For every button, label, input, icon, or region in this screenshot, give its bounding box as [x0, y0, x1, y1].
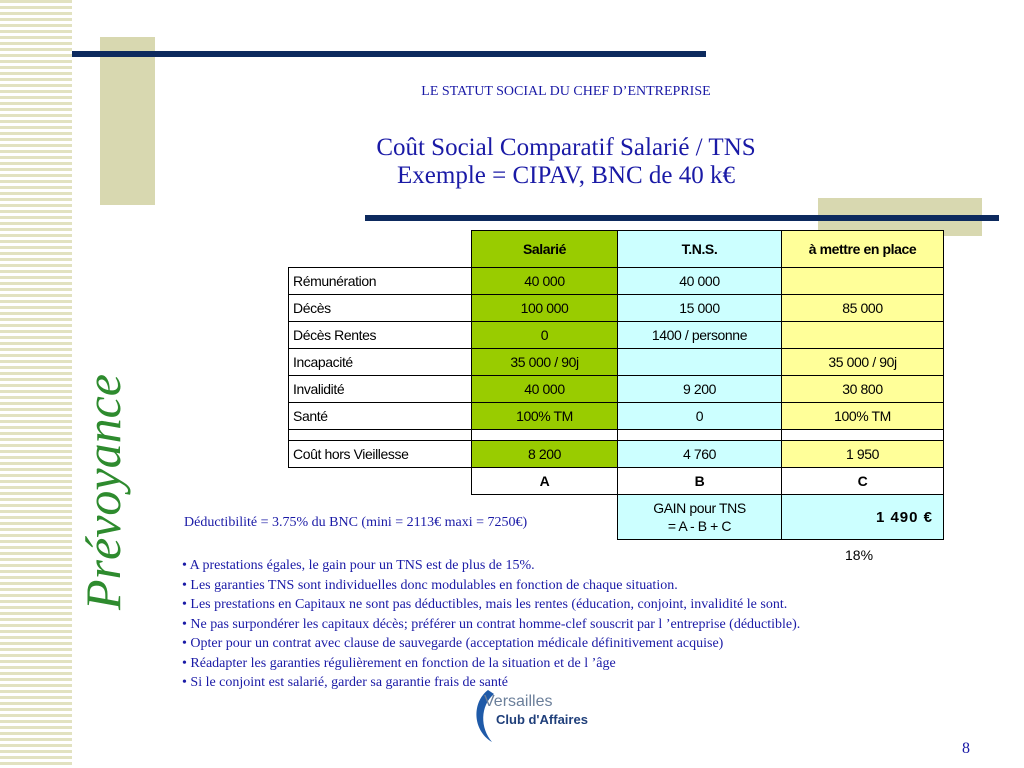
decorative-stripes: [0, 0, 72, 768]
cell-salarie: 0: [472, 322, 618, 349]
gain-label: [618, 495, 782, 540]
slide-title: [310, 134, 822, 190]
spacer-cell: [782, 430, 944, 441]
cell-salarie: 100 000: [472, 295, 618, 322]
letter-c: C: [782, 468, 944, 495]
slide-subtitle: LE STATUT SOCIAL DU CHEF D’ENTREPRISE: [421, 84, 711, 99]
cell-a-mettre-en-place: 35 000 / 90j: [782, 349, 944, 376]
cell-tns: 15 000: [618, 295, 782, 322]
list-item: • Opter pour un contrat avec clause de sauvegarde (acceptation médicale définitivement acquise): [182, 636, 724, 651]
gain-label-line1: GAIN pour TNS: [653, 500, 746, 516]
spacer-cell: [472, 430, 618, 441]
row-label: Décès Rentes: [289, 322, 472, 349]
cell-a-mettre-en-place: 85 000: [782, 295, 944, 322]
table-header-row: [289, 231, 944, 268]
letter-b: B: [618, 468, 782, 495]
column-header-a-mettre-en-place: à mettre en place: [782, 231, 944, 268]
table-row: [289, 403, 944, 430]
list-item: • A prestations égales, le gain pour un TNS est de plus de 15%.: [182, 558, 535, 573]
slide-title-line2: Exemple = CIPAV, BNC de 40 k€: [397, 162, 735, 189]
spacer-cell: [289, 430, 472, 441]
bullet-list: [182, 556, 800, 693]
cell-a-mettre-en-place: 100% TM: [782, 403, 944, 430]
table-corner: [289, 231, 472, 268]
total-label: Coût hors Vieillesse: [289, 441, 472, 468]
table-row: [289, 376, 944, 403]
page-number: 8: [962, 740, 970, 757]
list-item: • Les prestations en Capitaux ne sont pas déductibles, mais les rentes (éducation, conjoint, invalidité le sont.: [182, 597, 788, 612]
table-row: [289, 295, 944, 322]
cell-tns: [618, 349, 782, 376]
versailles-club-logo: [470, 682, 590, 744]
cell-salarie: 35 000 / 90j: [472, 349, 618, 376]
list-item: • Si le conjoint est salarié, garder sa garantie frais de santé: [182, 675, 508, 690]
cell-tns: 40 000: [618, 268, 782, 295]
logo-line2: Club d'Affaires: [496, 712, 588, 727]
total-a-mettre-en-place: 1 950: [782, 441, 944, 468]
table-spacer-row: [289, 430, 944, 441]
row-label: Santé: [289, 403, 472, 430]
cell-salarie: 100% TM: [472, 403, 618, 430]
row-label: Invalidité: [289, 376, 472, 403]
table-total-row: [289, 441, 944, 468]
row-label: Rémunération: [289, 268, 472, 295]
cell-a-mettre-en-place: [782, 268, 944, 295]
cell-a-mettre-en-place: [782, 322, 944, 349]
list-item: • Ne pas surpondérer les capitaux décès; préférer un contrat homme-clef souscrit par l ’entreprise (déductible).: [182, 616, 801, 632]
cell-a-mettre-en-place: 30 800: [782, 376, 944, 403]
blank-cell: [289, 468, 472, 495]
slide-title-line1: Coût Social Comparatif Salarié / TNS: [376, 134, 756, 161]
deductibility-note: Déductibilité = 3.75% du BNC (mini = 2113€ maxi = 7250€): [184, 515, 528, 530]
table-row: [289, 322, 944, 349]
letter-a: A: [472, 468, 618, 495]
gain-value: 1 490 €: [782, 495, 944, 540]
gain-percent: 18%: [845, 547, 874, 563]
decorative-bar-top: [72, 51, 706, 57]
comparison-table: [288, 230, 944, 540]
total-salarie: 8 200: [472, 441, 618, 468]
row-label: Incapacité: [289, 349, 472, 376]
side-title: Prévoyance: [75, 374, 131, 610]
cell-tns: 9 200: [618, 376, 782, 403]
decorative-bar-right: [365, 215, 999, 221]
total-tns: 4 760: [618, 441, 782, 468]
gain-label-line2: = A - B + C: [667, 518, 732, 534]
column-header-salarie: Salarié: [472, 231, 618, 268]
list-item: • Les garanties TNS sont individuelles donc modulables en fonction de chaque situation.: [182, 577, 678, 593]
cell-tns: 1400 / personne: [618, 322, 782, 349]
spacer-cell: [618, 430, 782, 441]
cell-tns: 0: [618, 403, 782, 430]
list-item: • Réadapter les garanties régulièrement en fonction de la situation et de l ’âge: [182, 655, 616, 671]
decorative-square-top: [100, 37, 155, 205]
table-row: [289, 349, 944, 376]
table-letters-row: [289, 468, 944, 495]
table-row: [289, 268, 944, 295]
row-label: Décès: [289, 295, 472, 322]
logo-line1: Versailles: [484, 693, 553, 710]
column-header-tns: T.N.S.: [618, 231, 782, 268]
cell-salarie: 40 000: [472, 268, 618, 295]
cell-salarie: 40 000: [472, 376, 618, 403]
